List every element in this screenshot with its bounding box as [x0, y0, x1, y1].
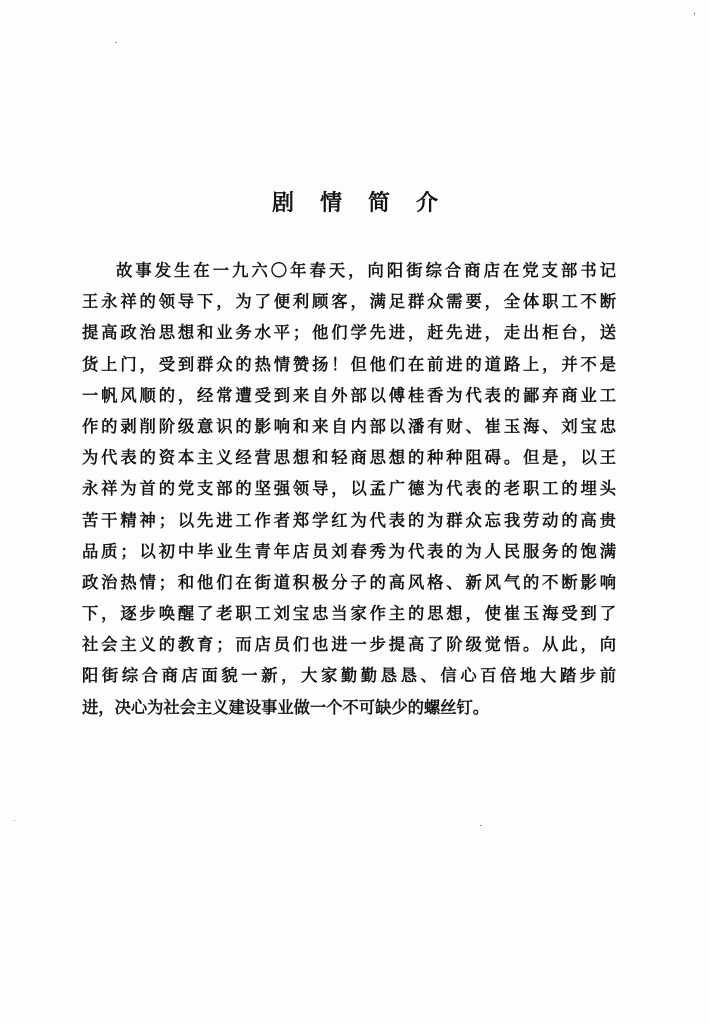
paragraph-line: 品质；以初中毕业生青年店员刘春秀为代表的为人民服务的饱满 — [82, 541, 616, 561]
paragraph-line: 为代表的资本主义经营思想和轻商思想的种种阻碍。但是，以王 — [82, 448, 616, 468]
paragraph-line: 苦干精神；以先进工作者郑学红为代表的为群众忘我劳动的高贵 — [82, 510, 616, 530]
paragraph-line: 政治热情；和他们在街道积极分子的高风格、新风气的不断影响 — [82, 572, 616, 592]
paragraph-line: 社会主义的教育；而店员们也进一步提高了阶级觉悟。从此，向 — [82, 635, 616, 655]
scan-speck — [115, 42, 117, 43]
paragraph-line: 下，逐步唤醒了老职工刘宝忠当家作主的思想，使崔玉海受到了 — [82, 604, 616, 624]
scan-speck — [480, 825, 482, 826]
paragraph-line: 提高政治思想和业务水平；他们学先进，赶先进，走出柜台，送 — [82, 323, 616, 343]
scan-speck — [14, 820, 15, 821]
paragraph-line: 阳街综合商店面貌一新，大家勤勤恳恳、信心百倍地大踏步前 — [82, 666, 616, 686]
scan-speck — [694, 12, 695, 15]
paragraph-line: 永祥为首的党支部的坚强领导，以孟广德为代表的老职工的埋头 — [82, 479, 616, 499]
paragraph-line: 进，决心为社会主义建设事业做一个不可缺少的螺丝钉。 — [82, 697, 490, 717]
paragraph-line: 王永祥的领导下，为了便利顾客，满足群众需要，全体职工不断 — [82, 292, 616, 312]
paragraph-line: 故事发生在一九六〇年春天，向阳街综合商店在党支部书记 — [116, 261, 616, 280]
paragraph-line: 货上门，受到群众的热情赞扬！但他们在前进的道路上，并不是 — [82, 354, 616, 374]
synopsis-body — [82, 255, 616, 723]
paragraph-line: 一帆风顺的，经常遭受到来自外部以傅桂香为代表的鄙弃商业工 — [82, 385, 616, 405]
page-title: 剧情简介 — [271, 191, 464, 216]
paragraph-line: 作的剥削阶级意识的影响和来自内部以潘有财、崔玉海、刘宝忠 — [82, 416, 616, 436]
